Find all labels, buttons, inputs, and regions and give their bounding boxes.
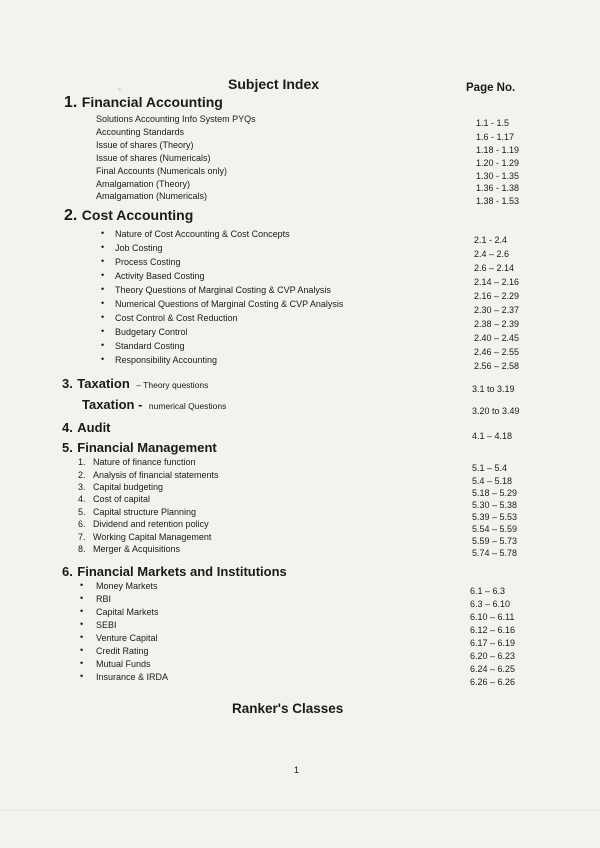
list-item: Mutual Funds (96, 659, 151, 669)
section-number: 3. (62, 376, 73, 391)
bullet: • (80, 658, 84, 668)
section-name: Financial Accounting (81, 94, 223, 110)
list-item: Amalgamation (Numericals) (96, 191, 208, 201)
bullet: • (101, 298, 105, 308)
section-heading-taxation (62, 375, 208, 393)
section-number: 4. (62, 420, 73, 435)
bullet: • (80, 593, 84, 603)
list-item: Nature of finance function (93, 457, 196, 467)
list-item: Numerical Questions of Marginal Costing & CVP Analysis (115, 299, 344, 309)
section-name: Cost Accounting (81, 207, 194, 223)
list-item: Merger & Acquisitions (93, 544, 181, 554)
list-item: Insurance & IRDA (96, 672, 169, 682)
list-item: Capital Markets (96, 607, 159, 617)
section-name: Taxation (77, 376, 130, 391)
page-range: 6.3 – 6.10 (470, 599, 511, 609)
list-item: Amalgamation (Theory) (96, 179, 191, 189)
list-number: 2. (78, 470, 86, 480)
list-item: RBI (96, 594, 112, 604)
page-range: 2.14 – 2.16 (474, 277, 520, 287)
list-number: 6. (78, 519, 86, 529)
section-heading-audit (62, 419, 111, 437)
list-item: Solutions Accounting Info System PYQs (96, 114, 256, 124)
list-item: Analysis of financial statements (93, 470, 219, 480)
page-number-column-header: Page No. (466, 82, 516, 94)
page-range: 3.20 to 3.49 (472, 406, 520, 416)
list-item: Final Accounts (Numericals only) (96, 166, 228, 176)
page-range: 2.40 – 2.45 (474, 333, 520, 343)
bullet: • (80, 606, 84, 616)
list-item: Working Capital Management (93, 532, 212, 542)
bullet: • (80, 671, 84, 681)
list-item: Budgetary Control (115, 327, 188, 337)
bullet: • (101, 340, 105, 350)
page-range: 5.30 – 5.38 (472, 500, 518, 510)
list-item: SEBI (96, 620, 117, 630)
list-item: Standard Costing (115, 341, 185, 351)
list-item: Issue of shares (Numericals) (96, 153, 211, 163)
page-range: 1.20 - 1.29 (476, 158, 520, 168)
bullet: • (101, 312, 105, 322)
page-range: 2.4 – 2.6 (474, 249, 510, 259)
list-item: Process Costing (115, 257, 181, 267)
list-item: Accounting Standards (96, 127, 185, 137)
section-number: 5. (62, 440, 73, 455)
page-range: 6.24 – 6.25 (470, 664, 516, 674)
list-number: 1. (78, 457, 86, 467)
page-range: 5.18 – 5.29 (472, 488, 518, 498)
page-range: 2.16 – 2.29 (474, 291, 520, 301)
page-range: 6.20 – 6.23 (470, 651, 516, 661)
page-range: 1.18 - 1.19 (476, 145, 520, 155)
scan-edge-line (0, 810, 600, 811)
page-range: 2.38 – 2.39 (474, 319, 520, 329)
section-heading-financial-management (62, 439, 217, 457)
page-range: 5.59 – 5.73 (472, 536, 518, 546)
page-range: 5.1 – 5.4 (472, 463, 508, 473)
bullet: • (101, 284, 105, 294)
page-range: 2.46 – 2.55 (474, 347, 520, 357)
page-range: 6.26 – 6.26 (470, 677, 516, 687)
list-number: 4. (78, 494, 86, 504)
list-item: Capital structure Planning (93, 507, 197, 517)
bullet: • (101, 270, 105, 280)
page-range: 1.30 - 1.35 (476, 171, 520, 181)
page-range: 1.38 - 1.53 (476, 196, 520, 206)
page-range: 3.1 to 3.19 (472, 384, 515, 394)
list-number: 3. (78, 482, 86, 492)
section-heading-taxation-numerical (82, 396, 226, 414)
page-range: 2.1 - 2.4 (474, 235, 508, 245)
page-range: 5.74 – 5.78 (472, 548, 518, 558)
list-item: Cost of capital (93, 494, 151, 504)
page-range: 5.54 – 5.59 (472, 524, 518, 534)
list-number: 7. (78, 532, 86, 542)
list-item: Venture Capital (96, 633, 158, 643)
section-heading-financial-accounting (64, 94, 223, 112)
page-range: 1.1 - 1.5 (476, 118, 510, 128)
list-item: Money Markets (96, 581, 158, 591)
list-item: Job Costing (115, 243, 163, 253)
page-range: 6.12 – 6.16 (470, 625, 516, 635)
page-title: Subject Index (228, 76, 320, 92)
page-number: 1 (294, 765, 300, 775)
bullet: • (80, 645, 84, 655)
brand-footer: Ranker's Classes (232, 701, 344, 716)
bullet: • (80, 619, 84, 629)
page-range: 2.56 – 2.58 (474, 361, 520, 371)
scan-speck (118, 88, 121, 91)
list-item: Responsibility Accounting (115, 355, 218, 365)
list-item: Activity Based Costing (115, 271, 205, 281)
list-item: Dividend and retention policy (93, 519, 209, 529)
page-range: 5.4 – 5.18 (472, 476, 513, 486)
page-range: 6.1 – 6.3 (470, 586, 506, 596)
page-range: 2.30 – 2.37 (474, 305, 520, 315)
page-range: 6.17 – 6.19 (470, 638, 516, 648)
bullet: • (101, 326, 105, 336)
section-name: Financial Markets and Institutions (77, 564, 287, 579)
bullet: • (80, 632, 84, 642)
section-name: Taxation - (82, 397, 143, 412)
section-name: Financial Management (77, 440, 217, 455)
section-heading-financial-markets (62, 563, 287, 581)
page-range: 4.1 – 4.18 (472, 431, 513, 441)
page-range: 5.39 – 5.53 (472, 512, 518, 522)
page-range: 1.6 - 1.17 (476, 132, 515, 142)
list-number: 5. (78, 507, 86, 517)
section-subtitle: – Theory questions (136, 380, 209, 390)
bullet: • (101, 256, 105, 266)
bullet: • (101, 242, 105, 252)
section-heading-cost-accounting (64, 207, 193, 225)
bullet: • (101, 228, 105, 238)
list-item: Cost Control & Cost Reduction (115, 313, 238, 323)
list-number: 8. (78, 544, 86, 554)
list-item: Issue of shares (Theory) (96, 140, 194, 150)
list-item: Capital budgeting (93, 482, 164, 492)
section-subtitle: numerical Questions (148, 401, 227, 411)
bullet: • (101, 354, 105, 364)
bullet: • (80, 580, 84, 590)
page-range: 6.10 – 6.11 (470, 612, 515, 622)
section-name: Audit (77, 420, 111, 435)
page-range: 1.36 - 1.38 (476, 183, 520, 193)
page-range: 2.6 – 2.14 (474, 263, 515, 273)
list-item: Theory Questions of Marginal Costing & CVP Analysis (115, 285, 331, 295)
section-number: 6. (62, 564, 73, 579)
section-number: 1. (64, 94, 78, 111)
list-item: Credit Rating (96, 646, 149, 656)
list-item: Nature of Cost Accounting & Cost Concepts (115, 229, 290, 239)
section-number: 2. (64, 207, 78, 224)
